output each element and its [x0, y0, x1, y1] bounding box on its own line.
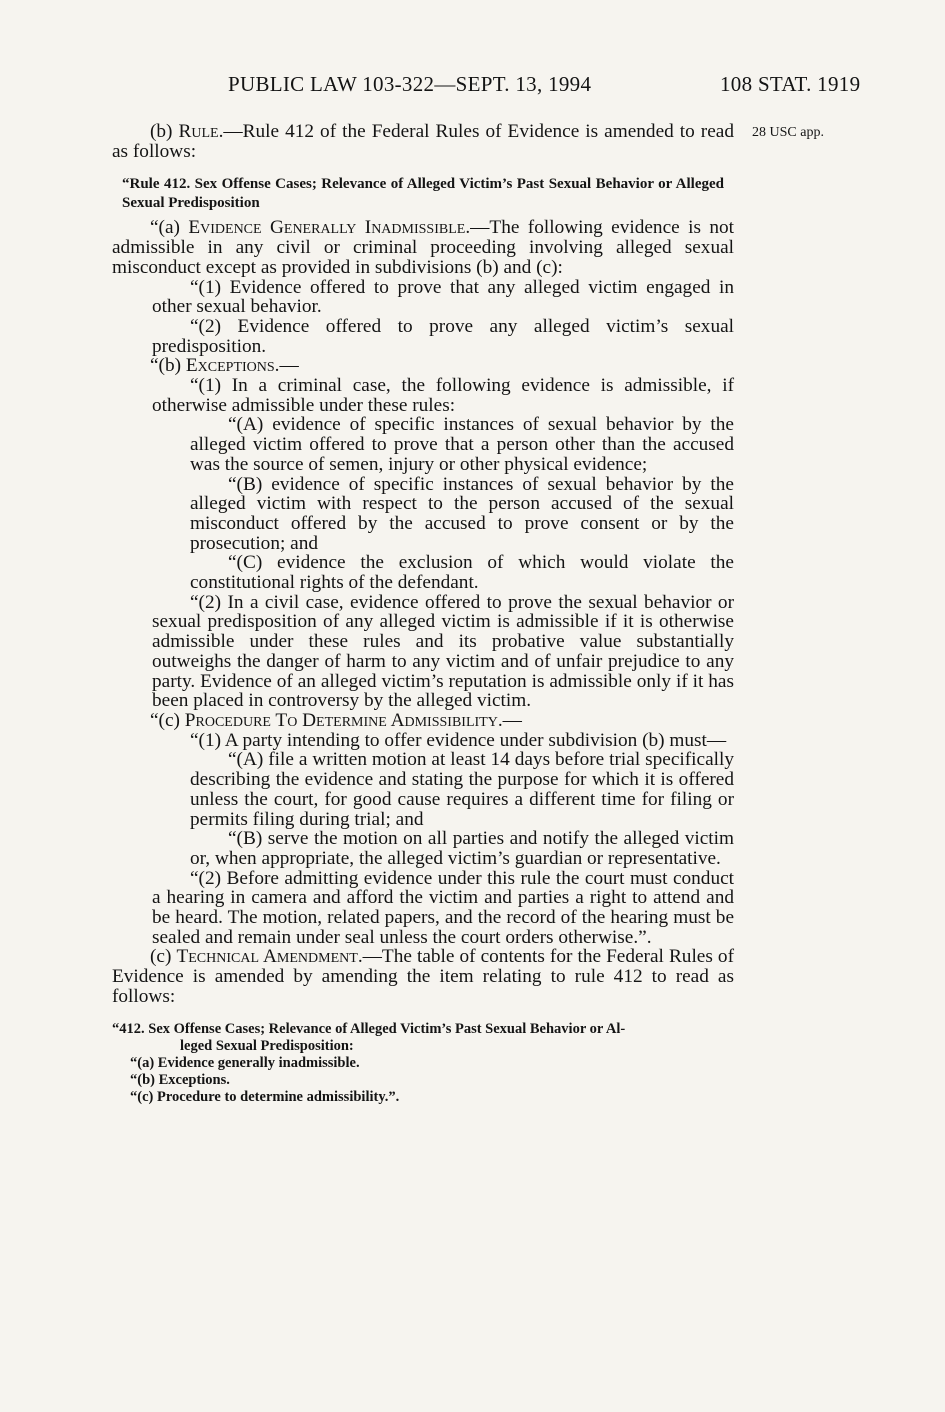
- document-body: [112, 122, 734, 1106]
- paragraph-c2: “(2) Before admitting evidence under this rule the court must conduct a hearing in camera and afford the victim and parties a right to attend and be heard. The motion, related papers, and the record of the hearing must be sealed and remain under seal unless the court orders otherwise.”.: [152, 867, 734, 948]
- clause-b1B: “(B) evidence of specific instances of sexual behavior by the alleged victim with respect to the person accused of the sexual misconduct offered by the accused to prove consent or by the prosecution; and: [190, 473, 734, 554]
- subsection-a: “(a) Evidence Generally Inadmissible.—The following evidence is not admissible in any civil or criminal proceeding involving alleged sexual misconduct except as provided in subdivisions (b) and (c):: [112, 217, 734, 278]
- section-caption: Rule: [178, 121, 219, 142]
- section-caption: Exceptions: [185, 355, 275, 377]
- clause-b1C: “(C) evidence the exclusion of which would violate the constitutional rights of the defendant.: [190, 552, 734, 594]
- subsection-c: “(c) Procedure To Determine Admissibility.—: [150, 709, 522, 731]
- law-citation: PUBLIC LAW 103-322—SEPT. 13, 1994: [228, 72, 592, 96]
- table-of-contents: [112, 1021, 734, 1106]
- paragraph-a1: “(1) Evidence offered to prove that any alleged victim engaged in other sexual behavior.: [152, 276, 734, 318]
- clause-c1A: “(A) file a written motion at least 14 days before trial specifically describing the evidence and stating the purpose for which it is offered unless the court, for good cause requires a different time for filing or permits filing during trial; and: [190, 749, 734, 830]
- margin-note: 28 USC app.: [752, 125, 824, 140]
- subsection-b: “(b) Exceptions.—: [150, 355, 299, 377]
- toc-subitem-c: “(c) Procedure to determine admissibility.”.: [130, 1088, 400, 1105]
- paragraph-a2: “(2) Evidence offered to prove any alleged victim’s sexual predisposition.: [152, 315, 734, 357]
- stat-page: 108 STAT. 1919: [720, 72, 861, 96]
- toc-item-continued: leged Sexual Predisposition:: [180, 1037, 354, 1054]
- technical-amendment: (c) Technical Amendment.—The table of contents for the Federal Rules of Evidence is amended by amending the item relating to rule 412 to read as follows:: [112, 946, 734, 1007]
- paragraph-b2: “(2) In a civil case, evidence offered to prove the sexual behavior or sexual predisposition of any alleged victim is admissible if it is otherwise admissible under these rules and its probative value substantially outweighs the danger of harm to any victim and of unfair prejudice to any party. Evidence of an alleged victim’s reputation is admissible only if it has been placed in controversy by the alleged victim.: [152, 591, 734, 712]
- clause-b1A: “(A) evidence of specific instances of sexual behavior by the alleged victim offered to prove that a person other than the accused was the source of semen, injury or other physical evidence;: [190, 414, 734, 475]
- paragraph-b1: “(1) In a criminal case, the following evidence is admissible, if otherwise admissible under these rules:: [152, 375, 734, 416]
- intro-paragraph: (b) Rule.—Rule 412 of the Federal Rules of Evidence is amended to read as follows:: [112, 121, 734, 162]
- toc-item: “412. Sex Offense Cases; Relevance of Alleged Victim’s Past Sexual Behavior or Al-: [112, 1020, 626, 1037]
- paragraph-c1: “(1) A party intending to offer evidence under subdivision (b) must—: [190, 729, 727, 751]
- clause-c1B: “(B) serve the motion on all parties and notify the alleged victim or, when appropriate, the alleged victim’s guardian or representative.: [190, 828, 734, 869]
- toc-subitem-b: “(b) Exceptions.: [130, 1071, 230, 1088]
- section-caption: Procedure To Determine Admissibility: [184, 709, 498, 731]
- section-caption: Technical Amendment: [176, 946, 358, 968]
- section-caption: Evidence Generally Inadmissible: [188, 217, 466, 239]
- rule-heading: “Rule 412. Sex Offense Cases; Relevance of Alleged Victim’s Past Sexual Behavior or Alleged Sexual Predisposition: [122, 176, 724, 212]
- page-header: [0, 72, 945, 104]
- toc-subitem-a: “(a) Evidence generally inadmissible.: [130, 1054, 360, 1071]
